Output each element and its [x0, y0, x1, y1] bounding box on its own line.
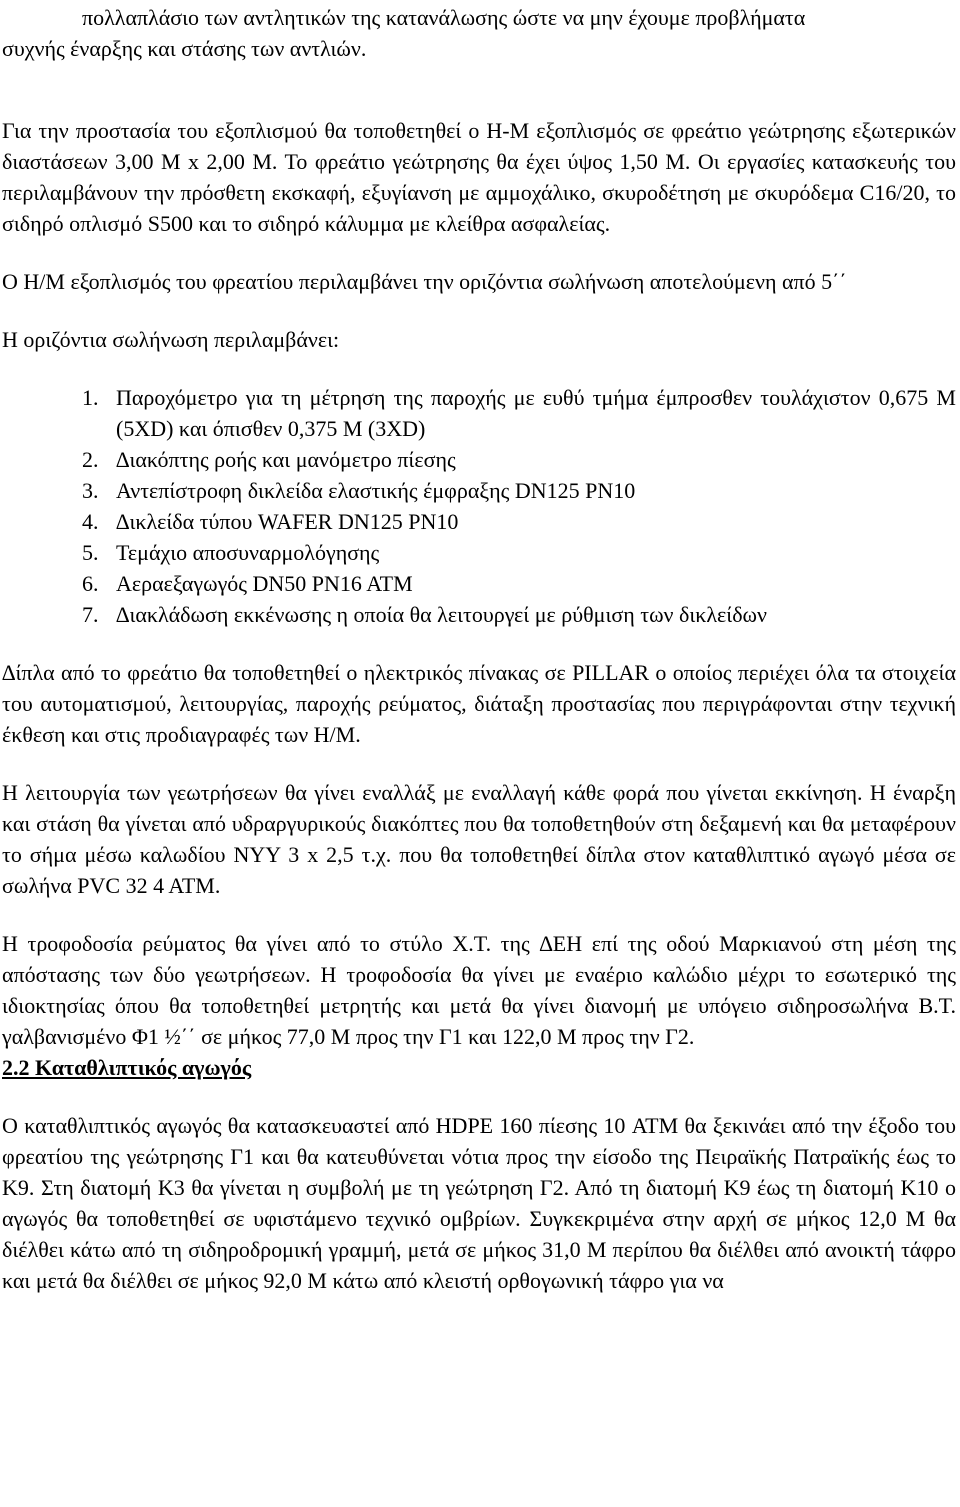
paragraph-piping-intro: Η οριζόντια σωλήνωση περιλαμβάνει: [2, 327, 340, 352]
equipment-list [2, 382, 956, 630]
list-item-text: Παροχόμετρο για τη μέτρηση της παροχής με ευθύ τμήμα έμπροσθεν τουλάχιστον 0,675 Μ (5XD) και όπισθεν 0,375 Μ (3XD) [116, 385, 956, 441]
list-item-text: ∆ιακλάδωση εκκένωσης η οποία θα λειτουργεί με ρύθμιση των δικλείδων [116, 602, 767, 627]
list-item-text: ∆ικλείδα τύπου WAFER DN125 PN10 [116, 509, 459, 534]
list-item [2, 506, 956, 537]
paragraph-pillar: ∆ίπλα από το φρεάτιο θα τοποθετηθεί ο ηλεκτρικός πίνακας σε PILLAR ο οποίος περιέχει όλα τα στοιχεία του αυτοματισμού, λειτουργίας, παροχής ρεύματος, διάταξη προστασίας που περιγράφονται στην τεχνική έκθεση και στις προδιαγραφές των Η/Μ. [2, 660, 956, 747]
list-item [2, 568, 956, 599]
intro-line-1: πολλαπλάσιο των αντλητικών της κατανάλωσης ώστε να μην έχουμε προβλήματα [82, 5, 806, 30]
list-item-number: 1. [82, 385, 99, 410]
list-item-number: 6. [82, 571, 99, 596]
list-item [2, 382, 956, 444]
list-item [2, 475, 956, 506]
paragraph-pipeline: Ο καταθλιπτικός αγωγός θα κατασκευαστεί από HDPE 160 πίεσης 10 ATM θα ξεκινάει από την έξοδο του φρεατίου της γεώτρησης Γ1 και θα κατευθύνεται νότια προς την είσοδο της Πειραϊκής Πατραϊκής έως το Κ9. Στη διατομή Κ3 θα γίνεται η συμβολή με τη γεώτρηση Γ2. Από τη διατομή Κ9 έως τη διατομή Κ10 ο αγωγός θα τοποθετηθεί σε υφιστάμενο τεχνικό ομβρίων. Συγκεκριμένα στην αρχή σε μήκος 12,0 Μ θα διέλθει κάτω από τη σιδηροδρομική γραμμή, μετά σε μήκος 31,0 Μ περίπου θα διέλθει από ανοικτή τάφρο και μετά θα διέλθει σε μήκος 92,0 Μ κάτω από κλειστή ορθογωνική τάφρο για να [2, 1113, 956, 1293]
paragraph-power-supply: Η τροφοδοσία ρεύματος θα γίνει από το στύλο Χ.Τ. της ∆ΕΗ επί της οδού Μαρκιανού στη μέση της απόστασης των δύο γεωτρήσεων. Η τροφοδοσία θα γίνει με εναέριο καλώδιο μέχρι το εσωτερικό της ιδιοκτησίας όπου θα τοποθετηθεί μετρητής και μετά θα γίνει διανομή με υπόγειο σιδηροσωλήνα Β.Τ. γαλβανισμένο Φ1 ½΄΄ σε μήκος 77,0 Μ προς την Γ1 και 122,0 Μ προς την Γ2. [2, 931, 956, 1049]
list-item-number: 5. [82, 540, 99, 565]
list-item [2, 444, 956, 475]
paragraph-equipment: Ο Η/Μ εξοπλισμός του φρεατίου περιλαμβάνει την οριζόντια σωλήνωση αποτελούμενη από 5΄΄ [2, 269, 847, 294]
section-heading: 2.2 Καταθλιπτικός αγωγός [2, 1055, 252, 1080]
list-item-number: 2. [82, 447, 99, 472]
intro-line-2: συχνής έναρξης και στάσης των αντλιών. [2, 36, 367, 61]
list-item-number: 3. [82, 478, 99, 503]
paragraph-operation: Η λειτουργία των γεωτρήσεων θα γίνει εναλλάξ με εναλλαγή κάθε φορά που γίνεται εκκίνηση. Η έναρξη και στάση θα γίνεται από υδραργυρικούς διακόπτες που θα τοποθετηθούν στη δεξαμενή και θα μεταφέρουν το σήμα μέσω καλωδίου NYY 3 x 2,5 τ.χ. που θα τοποθετηθεί δίπλα στον καταθλιπτικό αγωγό μέσα σε σωλήνα PVC 32 4 ATM. [2, 780, 956, 898]
list-item-text: Τεμάχιο αποσυναρμολόγησης [116, 540, 380, 565]
list-item-number: 4. [82, 509, 99, 534]
paragraph-protection: Για την προστασία του εξοπλισμού θα τοποθετηθεί ο Η-Μ εξοπλισμός σε φρεάτιο γεώτρησης εξωτερικών διαστάσεων 3,00 Μ x 2,00 Μ. Το φρεάτιο γεώτρησης θα έχει ύψος 1,50 Μ. Οι εργασίες κατασκευής του περιλαμβάνουν την πρόσθετη εκσκαφή, εξυγίανση με αμμοχάλικο, σκυροδέτηση με σκυρόδεμα C16/20, το σιδηρό οπλισμό S500 και το σιδηρό κάλυμμα με κλείθρα ασφαλείας. [2, 118, 956, 236]
list-item-text: Αεραεξαγωγός DN50 PN16 ATM [116, 571, 413, 596]
list-item [2, 599, 956, 630]
list-item [2, 537, 956, 568]
list-item-text: Αντεπίστροφη δικλείδα ελαστικής έμφραξης DN125 PN10 [116, 478, 636, 503]
list-item-number: 7. [82, 602, 99, 627]
list-item-text: ∆ιακόπτης ροής και μανόμετρο πίεσης [116, 447, 456, 472]
